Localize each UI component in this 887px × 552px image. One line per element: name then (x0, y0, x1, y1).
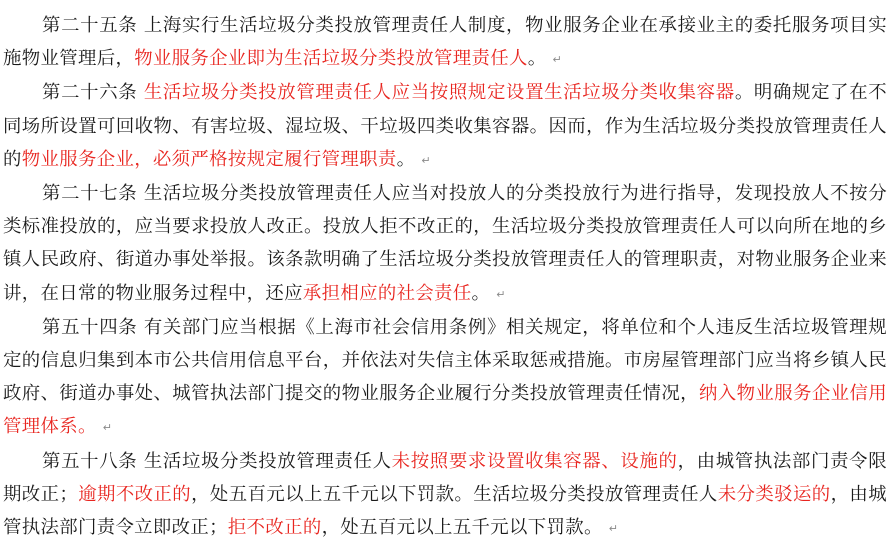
article-26-text-1: 第二十六条 (42, 82, 144, 104)
article-25-text-2: 。 (527, 48, 547, 70)
article-58-text-3: ，处五百元以上五千元以下罚款。生活垃圾分类投放管理责任人 (191, 483, 718, 505)
article-27-text-1: 第二十七条 生活垃圾分类投放管理责任人应当对投放人的分类投放行为进行指导，发现投放人不按分类标准投放的，应当要求投放人改正。投放人拒不改正的，生活垃圾分类投放管理责任人可以向所在地的乡镇人民政府、街道办事处举报。该条款明确了生活垃圾分类投放管理责任人的管理职责，对物业服务企业来讲，在日常的物业服务过程中，还应 (3, 183, 887, 304)
article-58-highlight-3: 未分类驳运的 (717, 483, 831, 505)
article-58-text-4: ，由城管执法部门责令立即改正； (3, 483, 887, 539)
article-58-text-5: ，处五百元以上五千元以下罚款。 (321, 517, 603, 539)
article-58-highlight-2: 逾期不改正的 (78, 483, 192, 505)
article-54 (3, 311, 887, 445)
article-26-text-2: 。明确规定了在不同场所设置可回收物、有害垃圾、湿垃圾、干垃圾四类收集容器。因而，作为生活垃圾分类投放管理责任人的 (3, 82, 887, 170)
article-58-highlight-4: 拒不改正的 (227, 517, 322, 539)
article-58-highlight-1: 未按照要求设置收集容器、设施的 (391, 450, 678, 472)
article-27-highlight-1: 承担相应的社会责任 (302, 282, 472, 304)
document-body (3, 9, 887, 545)
article-54-text-1: 第五十四条 有关部门应当根据《上海市社会信用条例》相关规定，将单位和个人违反生活垃圾管理规定的信息归集到本市公共信用信息平台，并依法对失信主体采取惩戒措施。市房屋管理部门应当将乡镇人民政府、街道办事处、城管执法部门提交的物业服务企业履行分类投放管理责任情况， (3, 316, 887, 405)
article-26-highlight-1: 生活垃圾分类投放管理责任人应当按照规定设置生活垃圾分类收集容器 (143, 82, 735, 104)
article-54-highlight-1: 纳入物业服务企业信用管理体系。 (3, 383, 887, 438)
article-26 (3, 76, 887, 177)
paragraph-mark-icon: ↵ (496, 287, 506, 301)
article-27 (3, 177, 887, 311)
article-25-highlight-1: 物业服务企业即为生活垃圾分类投放管理责任人 (134, 48, 528, 70)
paragraph-mark-icon: ↵ (552, 53, 563, 67)
article-26-highlight-2: 物业服务企业，必须严格按规定履行管理职责 (21, 148, 397, 170)
article-25 (3, 9, 887, 76)
paragraph-mark-icon: ↵ (421, 153, 431, 167)
article-26-text-3: 。 (396, 148, 416, 170)
article-58-text-1: 第五十八条 生活垃圾分类投放管理责任人 (42, 450, 392, 472)
article-27-text-2: 。 (471, 282, 491, 304)
article-25-text-1: 第二十五条 上海实行生活垃圾分类投放管理责任人制度，物业服务企业在承接业主的委托服务项目实施物业管理后， (3, 15, 887, 70)
paragraph-mark-icon: ↵ (102, 421, 113, 435)
article-58-text-2: ，由城管执法部门责令限期改正； (3, 450, 887, 505)
paragraph-mark-icon: ↵ (608, 522, 619, 536)
article-58 (3, 445, 887, 546)
